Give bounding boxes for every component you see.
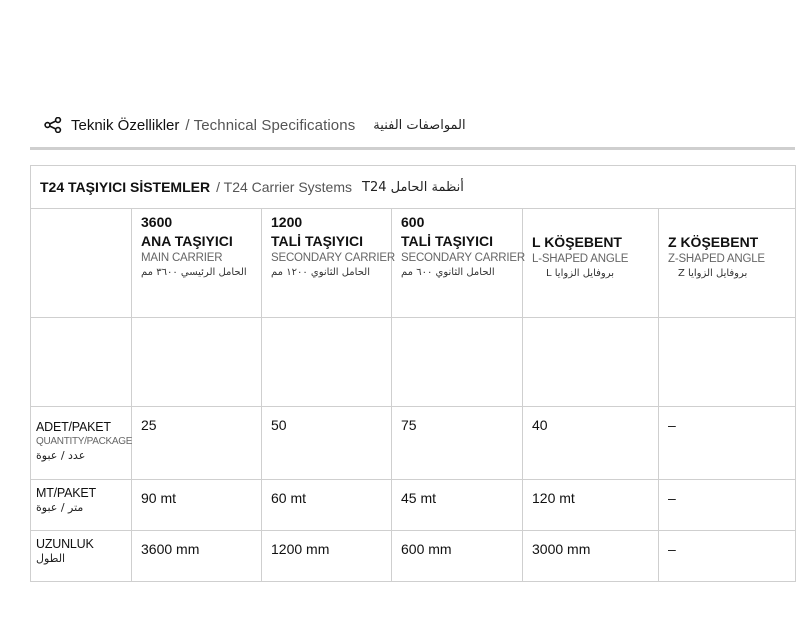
product-name-ar: الحامل الرئيسي ٣٦٠٠ مم — [141, 267, 247, 278]
product-header — [659, 209, 796, 318]
row-label-ar: الطول — [36, 552, 66, 565]
row-label-tr: MT/PAKET — [36, 486, 96, 500]
row-label-ar: عدد / عبوة — [36, 449, 86, 462]
image-cell — [659, 318, 796, 407]
product-name-en: MAIN CARRIER — [141, 252, 223, 264]
product-name: L KÖŞEBENT — [532, 234, 622, 250]
image-cell — [523, 318, 659, 407]
product-name-ar: الحامل الثانوي ١٢٠٠ مم — [271, 267, 370, 278]
product-name: Z KÖŞEBENT — [668, 234, 759, 250]
table-title-row — [31, 166, 796, 209]
product-name: TALİ TAŞIYICI — [271, 233, 364, 249]
table-cell: 25 — [132, 407, 262, 480]
row-label — [31, 531, 132, 582]
table-cell: 75 — [392, 407, 523, 480]
table-cell: – — [659, 480, 796, 531]
product-name-en: SECONDARY CARRIER — [401, 252, 525, 264]
table-cell: – — [659, 531, 796, 582]
header-title-en: / Technical Specifications — [185, 116, 356, 134]
product-name: TALİ TAŞIYICI — [401, 233, 494, 249]
table-title-en: / T24 Carrier Systems — [216, 179, 352, 195]
table-cell: 3600 mm — [132, 531, 262, 582]
header-title-tr: Teknik Özellikler — [71, 116, 180, 134]
product-header — [523, 209, 659, 318]
image-cell — [392, 318, 523, 407]
table-title-tr: T24 TAŞIYICI SİSTEMLER — [40, 179, 211, 195]
table-cell: 600 mm — [392, 531, 523, 582]
product-header — [392, 209, 523, 318]
table-cell: 45 mt — [392, 480, 523, 531]
table-title-ar: أنظمة الحامل T24 — [362, 179, 464, 195]
row-label-tr: UZUNLUK — [36, 537, 94, 551]
header-title-ar: المواصفات الفنية — [373, 117, 466, 133]
table-cell: 50 — [262, 407, 392, 480]
section-header — [44, 114, 466, 136]
product-header — [132, 209, 262, 318]
row-label-en: QUANTITY/PACKAGE — [36, 436, 133, 447]
table-cell: 120 mt — [523, 480, 659, 531]
row-label-tr: ADET/PAKET — [36, 420, 111, 434]
table-cell: 40 — [523, 407, 659, 480]
table-row — [31, 531, 796, 582]
product-name-ar: بروفايل الزوايا Z — [678, 268, 748, 279]
product-name: ANA TAŞIYICI — [141, 233, 233, 249]
row-label — [31, 480, 132, 531]
table-row — [31, 480, 796, 531]
share-icon — [44, 117, 62, 133]
product-number: 1200 — [271, 214, 303, 230]
image-cell — [31, 318, 132, 407]
product-header — [262, 209, 395, 318]
table-cell: – — [659, 407, 796, 480]
product-number: 600 — [401, 214, 425, 230]
table-cell: 1200 mm — [262, 531, 392, 582]
table-row — [31, 407, 796, 480]
table-cell: 90 mt — [132, 480, 262, 531]
image-cell — [132, 318, 262, 407]
image-cell — [262, 318, 392, 407]
header-divider — [30, 147, 795, 150]
product-number: 3600 — [141, 214, 173, 230]
spec-table — [30, 165, 795, 582]
product-name-en: SECONDARY CARRIER — [271, 252, 395, 264]
product-name-en: Z-SHAPED ANGLE — [668, 253, 765, 265]
row-label — [31, 407, 132, 480]
product-header-row — [31, 209, 796, 318]
corner-cell — [31, 209, 132, 318]
table-cell: 60 mt — [262, 480, 392, 531]
product-image-row — [31, 318, 796, 407]
row-label-ar: متر / عبوة — [36, 501, 84, 514]
product-name-ar: بروفايل الزوايا L — [546, 268, 615, 279]
product-name-en: L-SHAPED ANGLE — [532, 253, 629, 265]
product-name-ar: الحامل الثانوي ٦٠٠ مم — [401, 267, 495, 278]
table-cell: 3000 mm — [523, 531, 659, 582]
